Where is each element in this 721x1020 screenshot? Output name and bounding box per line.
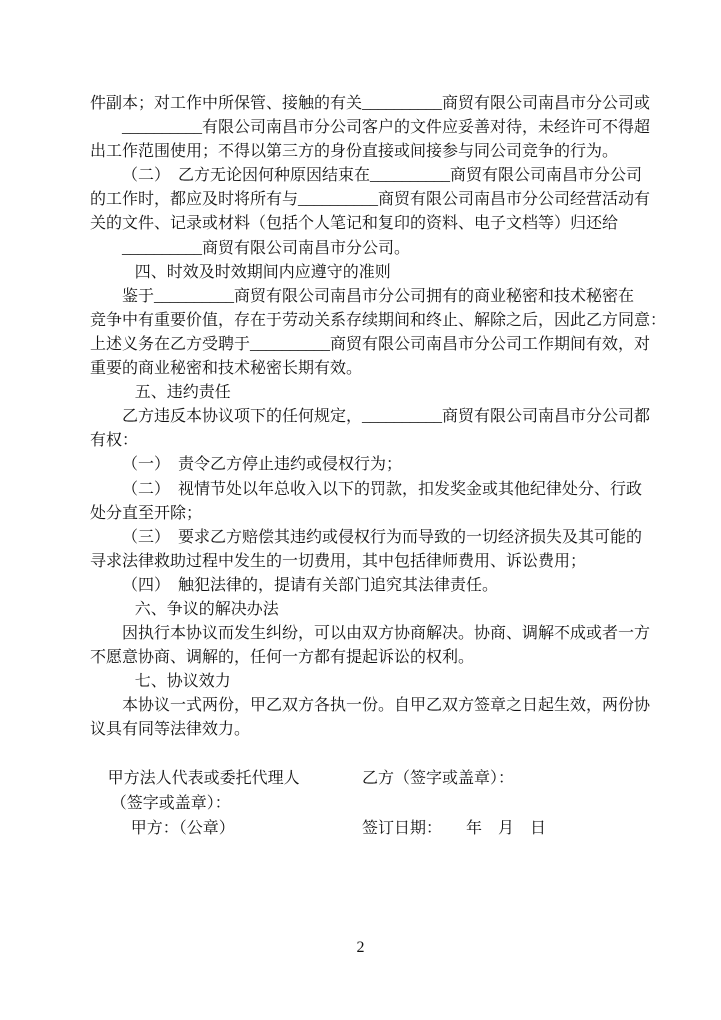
- body-line: 本协议一式两份，甲乙双方各执一份。自甲乙双方签章之日起生效，两份协: [122, 697, 651, 715]
- party-a-representative-label: 甲方法人代表或委托代理人: [107, 770, 300, 787]
- page-number: 2: [356, 939, 365, 956]
- document-body: [90, 92, 667, 743]
- party-b-signature-label: 乙方（签字或盖章）：: [362, 770, 515, 787]
- body-line: 竞争中有重要价值，存在于劳动关系存续期间和终止、解除之后，因此乙方同意：: [90, 311, 667, 329]
- body-line: 寻求法律救助过程中发生的一切费用，其中包括律师费用、诉讼费用；: [90, 552, 587, 570]
- section-4-heading: 四、时效及时效期间内应遵守的准则: [134, 263, 391, 281]
- body-line: 关的文件、记录或材料（包括个人笔记和复印的资料、电子文档等）归还给: [90, 215, 619, 233]
- body-line: 重要的商业秘密和技术秘密长期有效。: [90, 360, 363, 378]
- body-line: 有权：: [90, 432, 139, 450]
- signature-row: [90, 766, 650, 791]
- signature-row: [90, 791, 650, 816]
- body-line: 不愿意协商、调解的，任何一方都有提起诉讼的权利。: [90, 649, 475, 667]
- body-line: 因执行本协议而发生纠纷，可以由双方协商解决。协商、调解不成或者一方: [122, 625, 651, 643]
- item-1-line: （一） 责令乙方停止违约或侵权行为；: [122, 456, 403, 474]
- item-2-line: （二） 视情节处以年总收入以下的罚款，扣发奖金或其他纪律处分、行政: [122, 480, 643, 498]
- item-3-line: （三） 要求乙方赔偿其违约或侵权行为而导致的一切经济损失及其可能的: [122, 528, 643, 546]
- clause-2-line: （二） 乙方无论因何种原因结束在__________商贸有限公司南昌市分公司: [122, 167, 643, 185]
- signature-row: [90, 816, 650, 841]
- item-4-line: （四） 触犯法律的，提请有关部门追究其法律责任。: [122, 576, 499, 594]
- body-line: __________有限公司南昌市分公司客户的文件应妥善对待，未经许可不得超: [122, 119, 651, 137]
- body-line: 的工作时，都应及时将所有与__________商贸有限公司南昌市分公司经营活动有: [90, 191, 651, 209]
- body-line: 上述义务在乙方受聘于__________商贸有限公司南昌市分公司工作期间有效，对: [90, 335, 651, 353]
- body-line: 议具有同等法律效力。: [90, 721, 251, 739]
- body-line: __________商贸有限公司南昌市分公司。: [122, 239, 411, 257]
- section-6-heading: 六、争议的解决办法: [134, 600, 279, 618]
- body-line: 件副本；对工作中所保管、接触的有关__________商贸有限公司南昌市分公司或: [90, 95, 651, 112]
- body-line: 鉴于__________商贸有限公司南昌市分公司拥有的商业秘密和技术秘密在: [122, 287, 635, 305]
- party-a-seal-label: 甲方：（公章）: [130, 820, 235, 837]
- signing-date-label: 签订日期： 年 月 日: [362, 820, 547, 837]
- body-line: 乙方违反本协议项下的任何规定，__________商贸有限公司南昌市分公司都: [122, 408, 651, 426]
- body-line: 出工作范围使用；不得以第三方的身份直接或间接参与同公司竞争的行为。: [90, 143, 619, 161]
- body-line: 处分直至开除；: [90, 504, 203, 522]
- section-5-heading: 五、违约责任: [134, 384, 231, 402]
- section-7-heading: 七、协议效力: [134, 673, 231, 691]
- party-a-sign-or-seal-label: （签字或盖章）：: [110, 795, 231, 812]
- signature-block: [90, 766, 650, 841]
